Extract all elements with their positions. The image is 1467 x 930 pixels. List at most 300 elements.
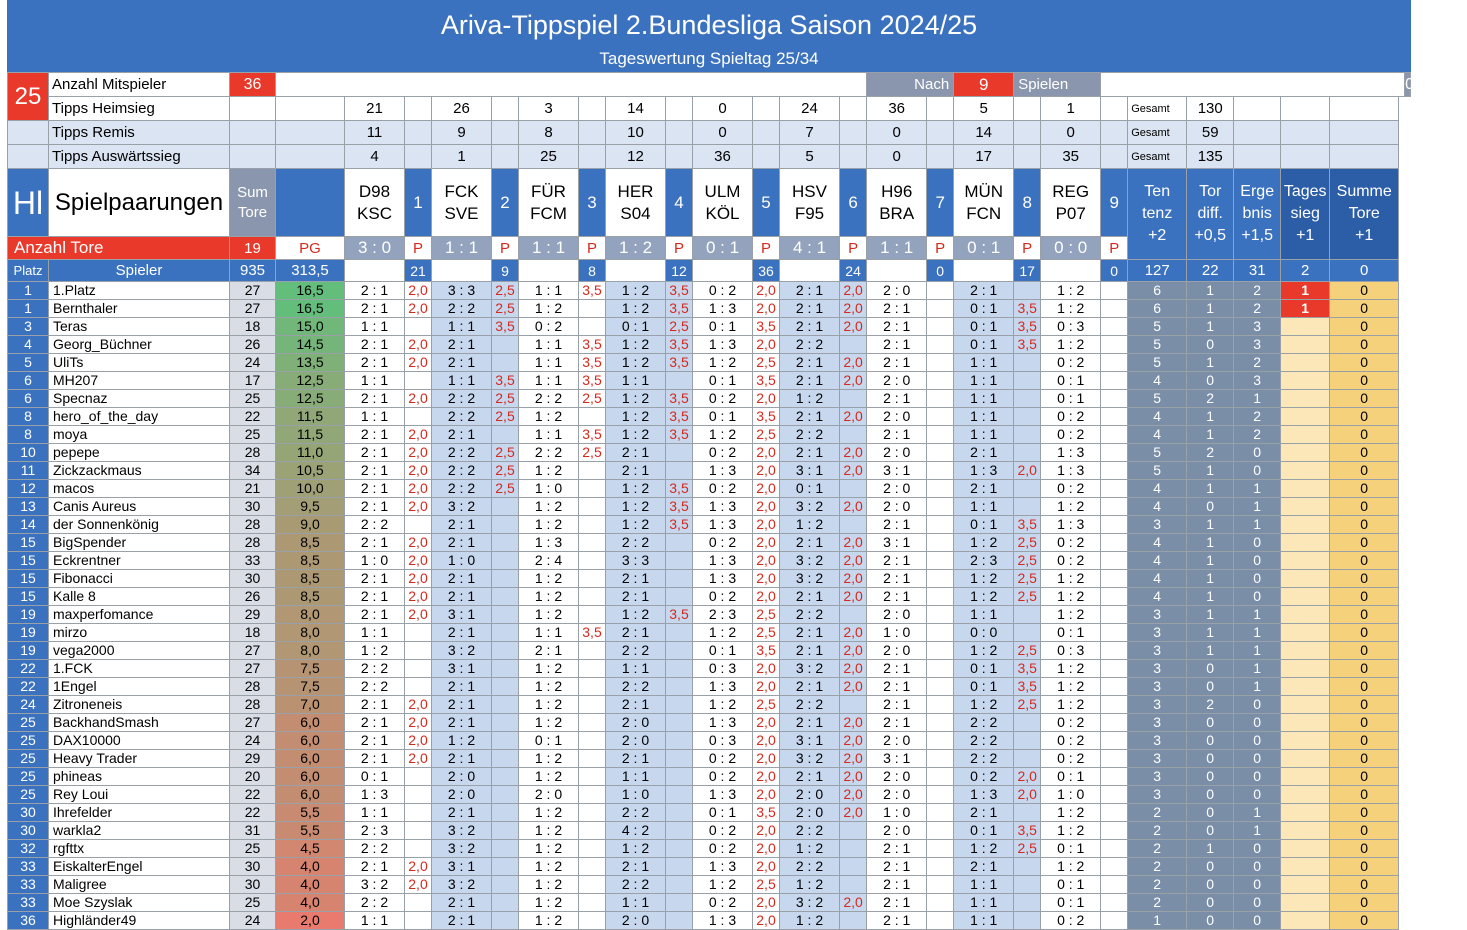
tip-points-9 [1101,822,1128,840]
player-row [8,444,1411,462]
rank: 12 [8,480,49,498]
tip-8: 2 : 1 [954,282,1014,300]
player-name: BigSpender [49,534,230,552]
tagessieg [1281,426,1330,444]
match-points-4: 12 [666,260,693,282]
rank: 32 [8,840,49,858]
tip-points-6: 2,0 [840,462,867,480]
tagessieg [1281,714,1330,732]
tip-1: 2 : 1 [345,498,405,516]
tip-2: 1 : 2 [432,732,492,750]
score-header-1: Ten tenz +2 [1128,169,1187,260]
tendenz: 4 [1128,570,1187,588]
tip-3: 1 : 1 [519,282,579,300]
tip-points-9 [1101,552,1128,570]
tip-4: 2 : 1 [606,750,666,768]
gesamt-label: Gesamt [1128,97,1187,121]
tip-2: 2 : 1 [432,570,492,588]
points: 7,0 [276,696,345,714]
tip-9: 1 : 3 [1041,516,1101,534]
player-row [8,570,1411,588]
tip-points-1 [405,624,432,642]
tip-5: 1 : 3 [693,858,753,876]
tip-3: 0 : 1 [519,732,579,750]
tip-3: 1 : 2 [519,678,579,696]
blank-cell [1281,145,1330,169]
blank-cell [753,145,780,169]
tip-6: 3 : 2 [780,750,840,768]
tip-points-3 [579,696,606,714]
tip-points-7 [927,444,954,462]
tip-points-7 [927,840,954,858]
tagessieg [1281,588,1330,606]
tip-points-9 [1101,696,1128,714]
nach-count: 9 [954,73,1014,97]
tip-7: 2 : 0 [867,822,927,840]
blank-cell [1014,97,1041,121]
tip-points-1 [405,408,432,426]
sum-tore: 25 [230,894,276,912]
ergebnis: 3 [1234,318,1281,336]
blank-cell [579,97,606,121]
tip-4: 1 : 2 [606,390,666,408]
tip-points-3 [579,552,606,570]
tip-4: 1 : 2 [606,336,666,354]
tip-9: 0 : 1 [1041,372,1101,390]
result-2: 1 : 1 [432,237,492,260]
tip-points-9 [1101,534,1128,552]
header-row [8,169,1411,237]
tip-4: 1 : 2 [606,516,666,534]
player-row [8,372,1411,390]
tip-7: 2 : 1 [867,858,927,876]
tip-6: 2 : 1 [780,318,840,336]
tendenz: 5 [1128,444,1187,462]
player-row [8,876,1411,894]
player-name: Specnaz [49,390,230,408]
tip-points-5: 2,0 [753,462,780,480]
match-5 [693,169,753,237]
match-points-9: 0 [1101,260,1128,282]
tip-points-1: 2,0 [405,462,432,480]
blank-cell [230,121,276,145]
tip-7: 2 : 0 [867,642,927,660]
player-name: EiskalterEngel [49,858,230,876]
tip-7: 2 : 0 [867,480,927,498]
tendenz: 4 [1128,534,1187,552]
tip-points-1: 2,0 [405,282,432,300]
tagessieg [1281,894,1330,912]
tip-points-1: 2,0 [405,876,432,894]
tip-6: 2 : 1 [780,282,840,300]
points: 10,5 [276,462,345,480]
tip-points-7 [927,624,954,642]
tip-points-2 [492,624,519,642]
summe-tore: 0 [1330,390,1399,408]
points: 2,0 [276,912,345,930]
summe-tore: 0 [1330,858,1399,876]
summe-tore: 0 [1330,732,1399,750]
tip-points-5: 2,5 [753,354,780,372]
player-row [8,858,1411,876]
summe-tore: 0 [1330,768,1399,786]
remis-tips-2: 9 [432,121,492,145]
tip-points-6: 2,0 [840,894,867,912]
tip-7: 2 : 1 [867,570,927,588]
rank: 3 [8,318,49,336]
rank: 10 [8,444,49,462]
tip-points-3: 3,5 [579,426,606,444]
summe-tore: 0 [1330,408,1399,426]
points: 16,5 [276,300,345,318]
tip-6: 2 : 1 [780,642,840,660]
remis-tips-7: 0 [867,121,927,145]
tip-1: 2 : 1 [345,696,405,714]
tip-5: 0 : 3 [693,660,753,678]
pg-total: 313,5 [276,260,345,282]
tip-4: 2 : 2 [606,642,666,660]
tip-3: 1 : 2 [519,660,579,678]
tip-8: 0 : 1 [954,336,1014,354]
tip-6: 2 : 2 [780,696,840,714]
points: 4,0 [276,858,345,876]
tip-points-5: 2,5 [753,696,780,714]
tip-points-9 [1101,354,1128,372]
home-team: MÜN [964,181,1004,201]
tordiff: 0 [1187,858,1234,876]
away-team: FCM [530,203,567,223]
match-number-9: 9 [1101,169,1128,237]
summe-tore: 0 [1330,498,1399,516]
tip-8: 2 : 1 [954,858,1014,876]
tendenz: 2 [1128,894,1187,912]
points: 8,5 [276,570,345,588]
tip-points-3 [579,516,606,534]
tip-points-8: 2,5 [1014,588,1041,606]
tip-4: 1 : 1 [606,768,666,786]
away-team: S04 [620,203,651,223]
tendenz: 2 [1128,858,1187,876]
tip-4: 2 : 1 [606,570,666,588]
tip-points-6: 2,0 [840,498,867,516]
tip-points-5: 3,5 [753,318,780,336]
player-name: macos [49,480,230,498]
tip-points-5: 2,0 [753,444,780,462]
tip-4: 1 : 2 [606,426,666,444]
score-header-5: Summe Tore +1 [1330,169,1399,260]
sum-tore: 18 [230,624,276,642]
blank-cell [753,121,780,145]
rank: 4 [8,336,49,354]
tagessieg [1281,876,1330,894]
tip-points-2 [492,516,519,534]
tip-points-7 [927,822,954,840]
tip-points-4 [666,876,693,894]
player-name: maxperfomance [49,606,230,624]
tordiff: 0 [1187,912,1234,930]
tip-4: 1 : 0 [606,786,666,804]
tip-points-1: 2,0 [405,300,432,318]
blank-cell [1101,145,1128,169]
tip-6: 3 : 1 [780,732,840,750]
result-6: 4 : 1 [780,237,840,260]
remis-label: Tipps Remis [49,121,230,145]
tip-9: 0 : 2 [1041,426,1101,444]
tip-1: 3 : 2 [345,876,405,894]
tip-4: 2 : 1 [606,588,666,606]
tordiff: 2 [1187,390,1234,408]
tip-5: 1 : 3 [693,516,753,534]
tordiff: 1 [1187,516,1234,534]
tip-2: 2 : 0 [432,786,492,804]
tip-points-3 [579,570,606,588]
ergebnis: 0 [1234,732,1281,750]
tip-points-5: 3,5 [753,642,780,660]
blank-cell [492,121,519,145]
tordiff: 1 [1187,642,1234,660]
player-row [8,606,1411,624]
tip-8: 0 : 1 [954,822,1014,840]
standings-table [7,72,1467,930]
tordiff: 0 [1187,804,1234,822]
sum-tore: 18 [230,318,276,336]
tip-points-2: 2,5 [492,282,519,300]
tendenz: 4 [1128,480,1187,498]
tip-points-4 [666,660,693,678]
tip-6: 2 : 1 [780,444,840,462]
result-4: 1 : 2 [606,237,666,260]
tip-points-5: 2,0 [753,588,780,606]
tip-7: 2 : 1 [867,336,927,354]
tip-9: 0 : 1 [1041,624,1101,642]
sum-tore: 17 [230,372,276,390]
tip-points-8: 2,5 [1014,570,1041,588]
pattern-cell [276,169,345,237]
tendenz: 3 [1128,732,1187,750]
summe-tore: 0 [1330,426,1399,444]
match-number-2: 2 [492,169,519,237]
tip-points-6: 2,0 [840,552,867,570]
tordiff: 1 [1187,318,1234,336]
tip-points-6 [840,912,867,930]
tip-5: 1 : 2 [693,696,753,714]
tip-points-1 [405,372,432,390]
player-name: Ihrefelder [49,804,230,822]
tip-8: 0 : 1 [954,300,1014,318]
tip-9: 0 : 1 [1041,876,1101,894]
tip-7: 2 : 1 [867,894,927,912]
tip-points-7 [927,858,954,876]
player-row [8,300,1411,318]
tordiff: 1 [1187,840,1234,858]
tordiff: 0 [1187,498,1234,516]
p-label: P [927,237,954,260]
player-row [8,354,1411,372]
points: 4,0 [276,876,345,894]
tip-6: 2 : 1 [780,624,840,642]
tip-3: 2 : 1 [519,642,579,660]
tip-8: 0 : 1 [954,678,1014,696]
tip-points-9 [1101,480,1128,498]
tip-5: 0 : 2 [693,282,753,300]
tip-points-7 [927,732,954,750]
tip-7: 2 : 0 [867,606,927,624]
blank-cell [432,260,492,282]
tip-6: 2 : 1 [780,534,840,552]
tagessieg: 1 [1281,300,1330,318]
tip-points-8 [1014,894,1041,912]
rank: 6 [8,372,49,390]
rank: 30 [8,804,49,822]
tip-points-6 [840,840,867,858]
gesamt-label: Gesamt [1128,121,1187,145]
tip-points-2: 3,5 [492,372,519,390]
tip-8: 1 : 1 [954,912,1014,930]
tendenz: 5 [1128,336,1187,354]
aus-tips-1: 4 [345,145,405,169]
tip-points-8: 2,5 [1014,552,1041,570]
tip-points-9 [1101,318,1128,336]
tip-points-7 [927,750,954,768]
tendenz: 3 [1128,516,1187,534]
blank-cell [606,260,666,282]
blank-cell [666,97,693,121]
blank-cell [8,145,49,169]
tip-points-5: 2,0 [753,732,780,750]
tip-4: 1 : 1 [606,660,666,678]
match-points-6: 24 [840,260,867,282]
player-row [8,732,1411,750]
tip-points-6: 2,0 [840,714,867,732]
tordiff: 1 [1187,534,1234,552]
points: 6,0 [276,768,345,786]
remis-tips-9: 0 [1041,121,1101,145]
sum-tore: 30 [230,876,276,894]
points: 13,5 [276,354,345,372]
tip-9: 0 : 2 [1041,732,1101,750]
ergebnis: 1 [1234,480,1281,498]
summe-tore: 0 [1330,588,1399,606]
points: 9,5 [276,498,345,516]
tip-points-4 [666,570,693,588]
tip-points-5: 2,0 [753,660,780,678]
tip-9: 0 : 2 [1041,534,1101,552]
tip-points-7 [927,408,954,426]
summe-tore: 0 [1330,642,1399,660]
summe-tore: 0 [1330,624,1399,642]
remis-tips-1: 11 [345,121,405,145]
tip-points-3 [579,732,606,750]
tip-points-8 [1014,804,1041,822]
tip-8: 1 : 1 [954,426,1014,444]
tip-2: 1 : 1 [432,372,492,390]
tip-3: 2 : 2 [519,390,579,408]
tip-4: 1 : 2 [606,498,666,516]
tip-8: 1 : 2 [954,840,1014,858]
tip-5: 1 : 2 [693,876,753,894]
sum-tore: 27 [230,642,276,660]
tip-5: 1 : 3 [693,570,753,588]
player-name: 1.Platz [49,282,230,300]
tip-points-8 [1014,444,1041,462]
player-row [8,696,1411,714]
sum-tore: 27 [230,714,276,732]
tip-points-7 [927,552,954,570]
tendenz: 4 [1128,552,1187,570]
heim-tips-3: 3 [519,97,579,121]
tip-9: 0 : 1 [1041,390,1101,408]
tip-points-1: 2,0 [405,444,432,462]
summe-tore: 0 [1330,300,1399,318]
tip-points-3 [579,642,606,660]
tip-points-2 [492,498,519,516]
blank-cell [8,121,49,145]
tip-9: 0 : 2 [1041,912,1101,930]
tip-2: 2 : 2 [432,390,492,408]
tip-points-6 [840,876,867,894]
tip-7: 2 : 1 [867,588,927,606]
tip-2: 1 : 0 [432,552,492,570]
rank: 33 [8,894,49,912]
tip-points-9 [1101,876,1128,894]
tip-1: 2 : 1 [345,750,405,768]
player-name: hero_of_the_day [49,408,230,426]
blank-cell [753,97,780,121]
blank-cell [276,97,345,121]
spielen-label: Spielen [1014,73,1101,97]
tip-7: 2 : 0 [867,498,927,516]
tip-points-2 [492,696,519,714]
aus-tips-4: 12 [606,145,666,169]
tip-8: 1 : 1 [954,498,1014,516]
points: 6,0 [276,732,345,750]
rank: 15 [8,534,49,552]
tip-3: 1 : 2 [519,750,579,768]
ergebnis: 1 [1234,390,1281,408]
player-row [8,426,1411,444]
tendenz: 5 [1128,354,1187,372]
player-name: Teras [49,318,230,336]
tip-points-8: 3,5 [1014,300,1041,318]
tip-points-6 [840,426,867,444]
sum-tore: 22 [230,786,276,804]
p-label: P [579,237,606,260]
tip-points-6: 2,0 [840,570,867,588]
tip-7: 2 : 0 [867,768,927,786]
match-number-4: 4 [666,169,693,237]
tip-5: 1 : 2 [693,354,753,372]
aus-tips-2: 1 [432,145,492,169]
sum-tore: 26 [230,588,276,606]
ergebnis: 2 [1234,354,1281,372]
tip-points-3: 3,5 [579,354,606,372]
tagessieg: 1 [1281,282,1330,300]
tip-4: 1 : 2 [606,606,666,624]
player-row [8,282,1411,300]
tip-2: 3 : 1 [432,858,492,876]
sum-tore: 24 [230,912,276,930]
tip-points-2 [492,858,519,876]
tagessieg [1281,660,1330,678]
ergebnis: 0 [1234,912,1281,930]
summe-tore: 0 [1330,552,1399,570]
sum-tore: 28 [230,534,276,552]
tip-points-7 [927,678,954,696]
tip-points-8: 3,5 [1014,516,1041,534]
tip-points-2: 2,5 [492,444,519,462]
player-row [8,552,1411,570]
tip-6: 1 : 2 [780,516,840,534]
